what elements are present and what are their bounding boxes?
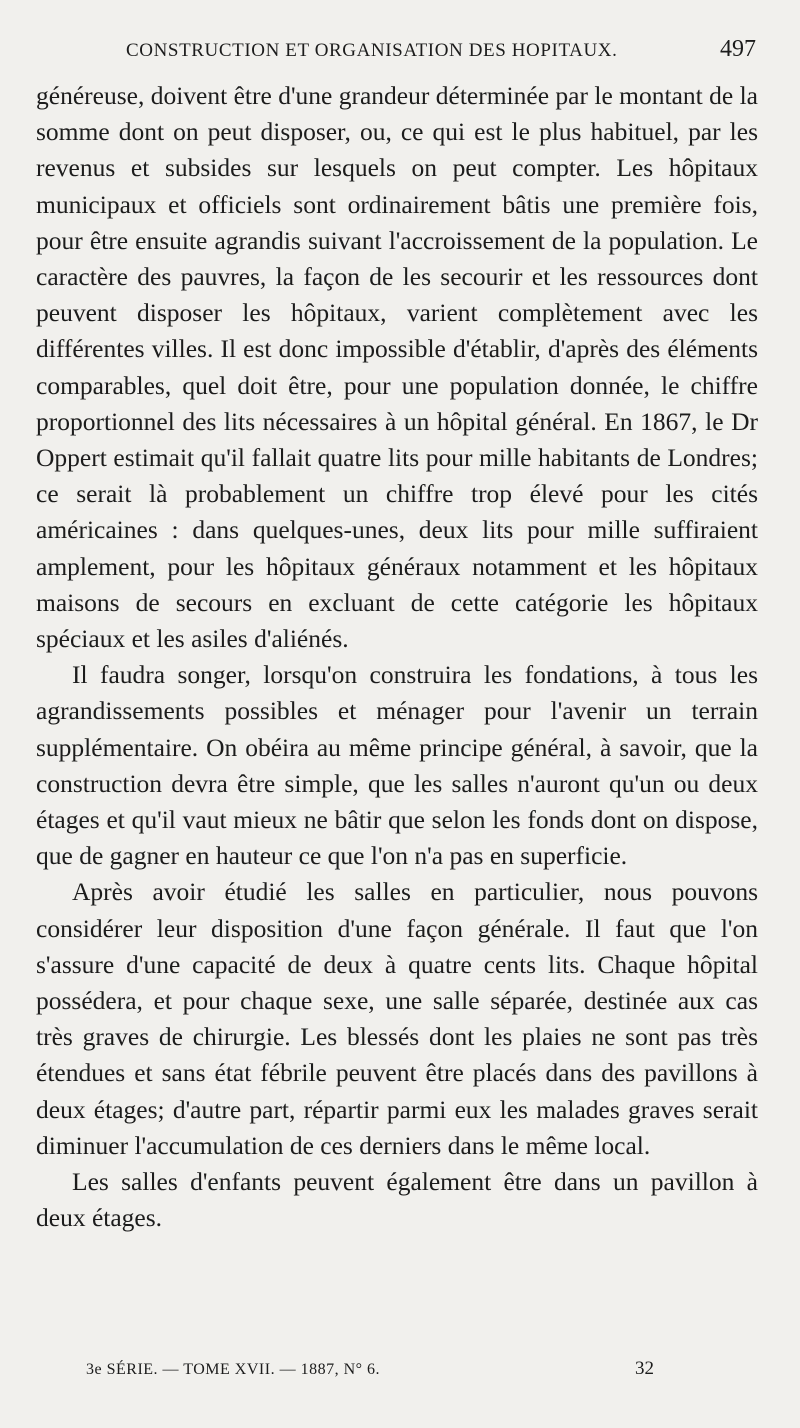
paragraph: Les salles d'enfants peuvent également être dans un pavillon à deux étages. <box>36 1167 758 1233</box>
body-text <box>36 78 758 1237</box>
signature-mark: 32 <box>635 1358 654 1379</box>
paragraph: Après avoir étudié les salles en particulier, nous pouvons considérer leur disposition d'une façon générale. Il faut que l'on s'assure d'une capacité de deux à quatre cents lits. Chaque hôpital possédera, et pour chaque sexe, une salle séparée, destinée aux cas très graves de chirurgie. Les blessés dont les plaies ne sont pas très étendues et sans état fébrile peuvent être placés dans des pavillons à deux étages; d'autre part, répartir parmi eux les malades graves serait diminuer l'accumulation de ces derniers dans le même local. <box>36 877 758 1160</box>
series-info: 3e SÉRIE. — TOME XVII. — 1887, N° 6. <box>86 1361 381 1378</box>
paragraph: généreuse, doivent être d'une grandeur déterminée par le montant de la somme dont on peut disposer, ou, ce qui est le plus habituel, par les revenus et subsides sur lesquels on peut compter. Les hôpitaux municipaux et officiels sont ordinairement bâtis une première fois, pour être ensuite agrandis suivant l'accroissement de la population. Le caractère des pauvres, la façon de les secourir et les ressources dont peuvent disposer les hôpitaux, varient complètement avec les différentes villes. Il est donc impossible d'établir, d'après des éléments comparables, quel doit être, pour une population donnée, le chiffre proportionnel des lits nécessaires à un hôpital général. En 1867, le Dr Oppert estimait qu'il fallait quatre lits pour mille habitants de Londres; ce serait là probablement un chiffre trop élevé pour les cités américaines : dans quelques-unes, deux lits pour mille suffiraient amplement, pour les hôpitaux généraux notamment et les hôpitaux maisons de secours en excluant de cette catégorie les hôpitaux spéciaux et les asiles d'aliénés. <box>36 81 758 654</box>
running-head <box>126 36 756 66</box>
paragraph: Il faudra songer, lorsqu'on construira les fondations, à tous les agrandissements possibles et ménager pour l'avenir un terrain supplémentaire. On obéira au même principe général, à savoir, que la construction devra être simple, que les salles n'auront qu'un ou deux étages et qu'il vaut mieux ne bâtir que selon les fonds dont on dispose, que de gagner en hauteur ce que l'on n'a pas en superficie. <box>36 660 758 871</box>
page-footer <box>86 1358 654 1380</box>
running-title: CONSTRUCTION ET ORGANISATION DES HOPITAUX. <box>126 40 618 61</box>
page-number: 497 <box>720 36 756 62</box>
